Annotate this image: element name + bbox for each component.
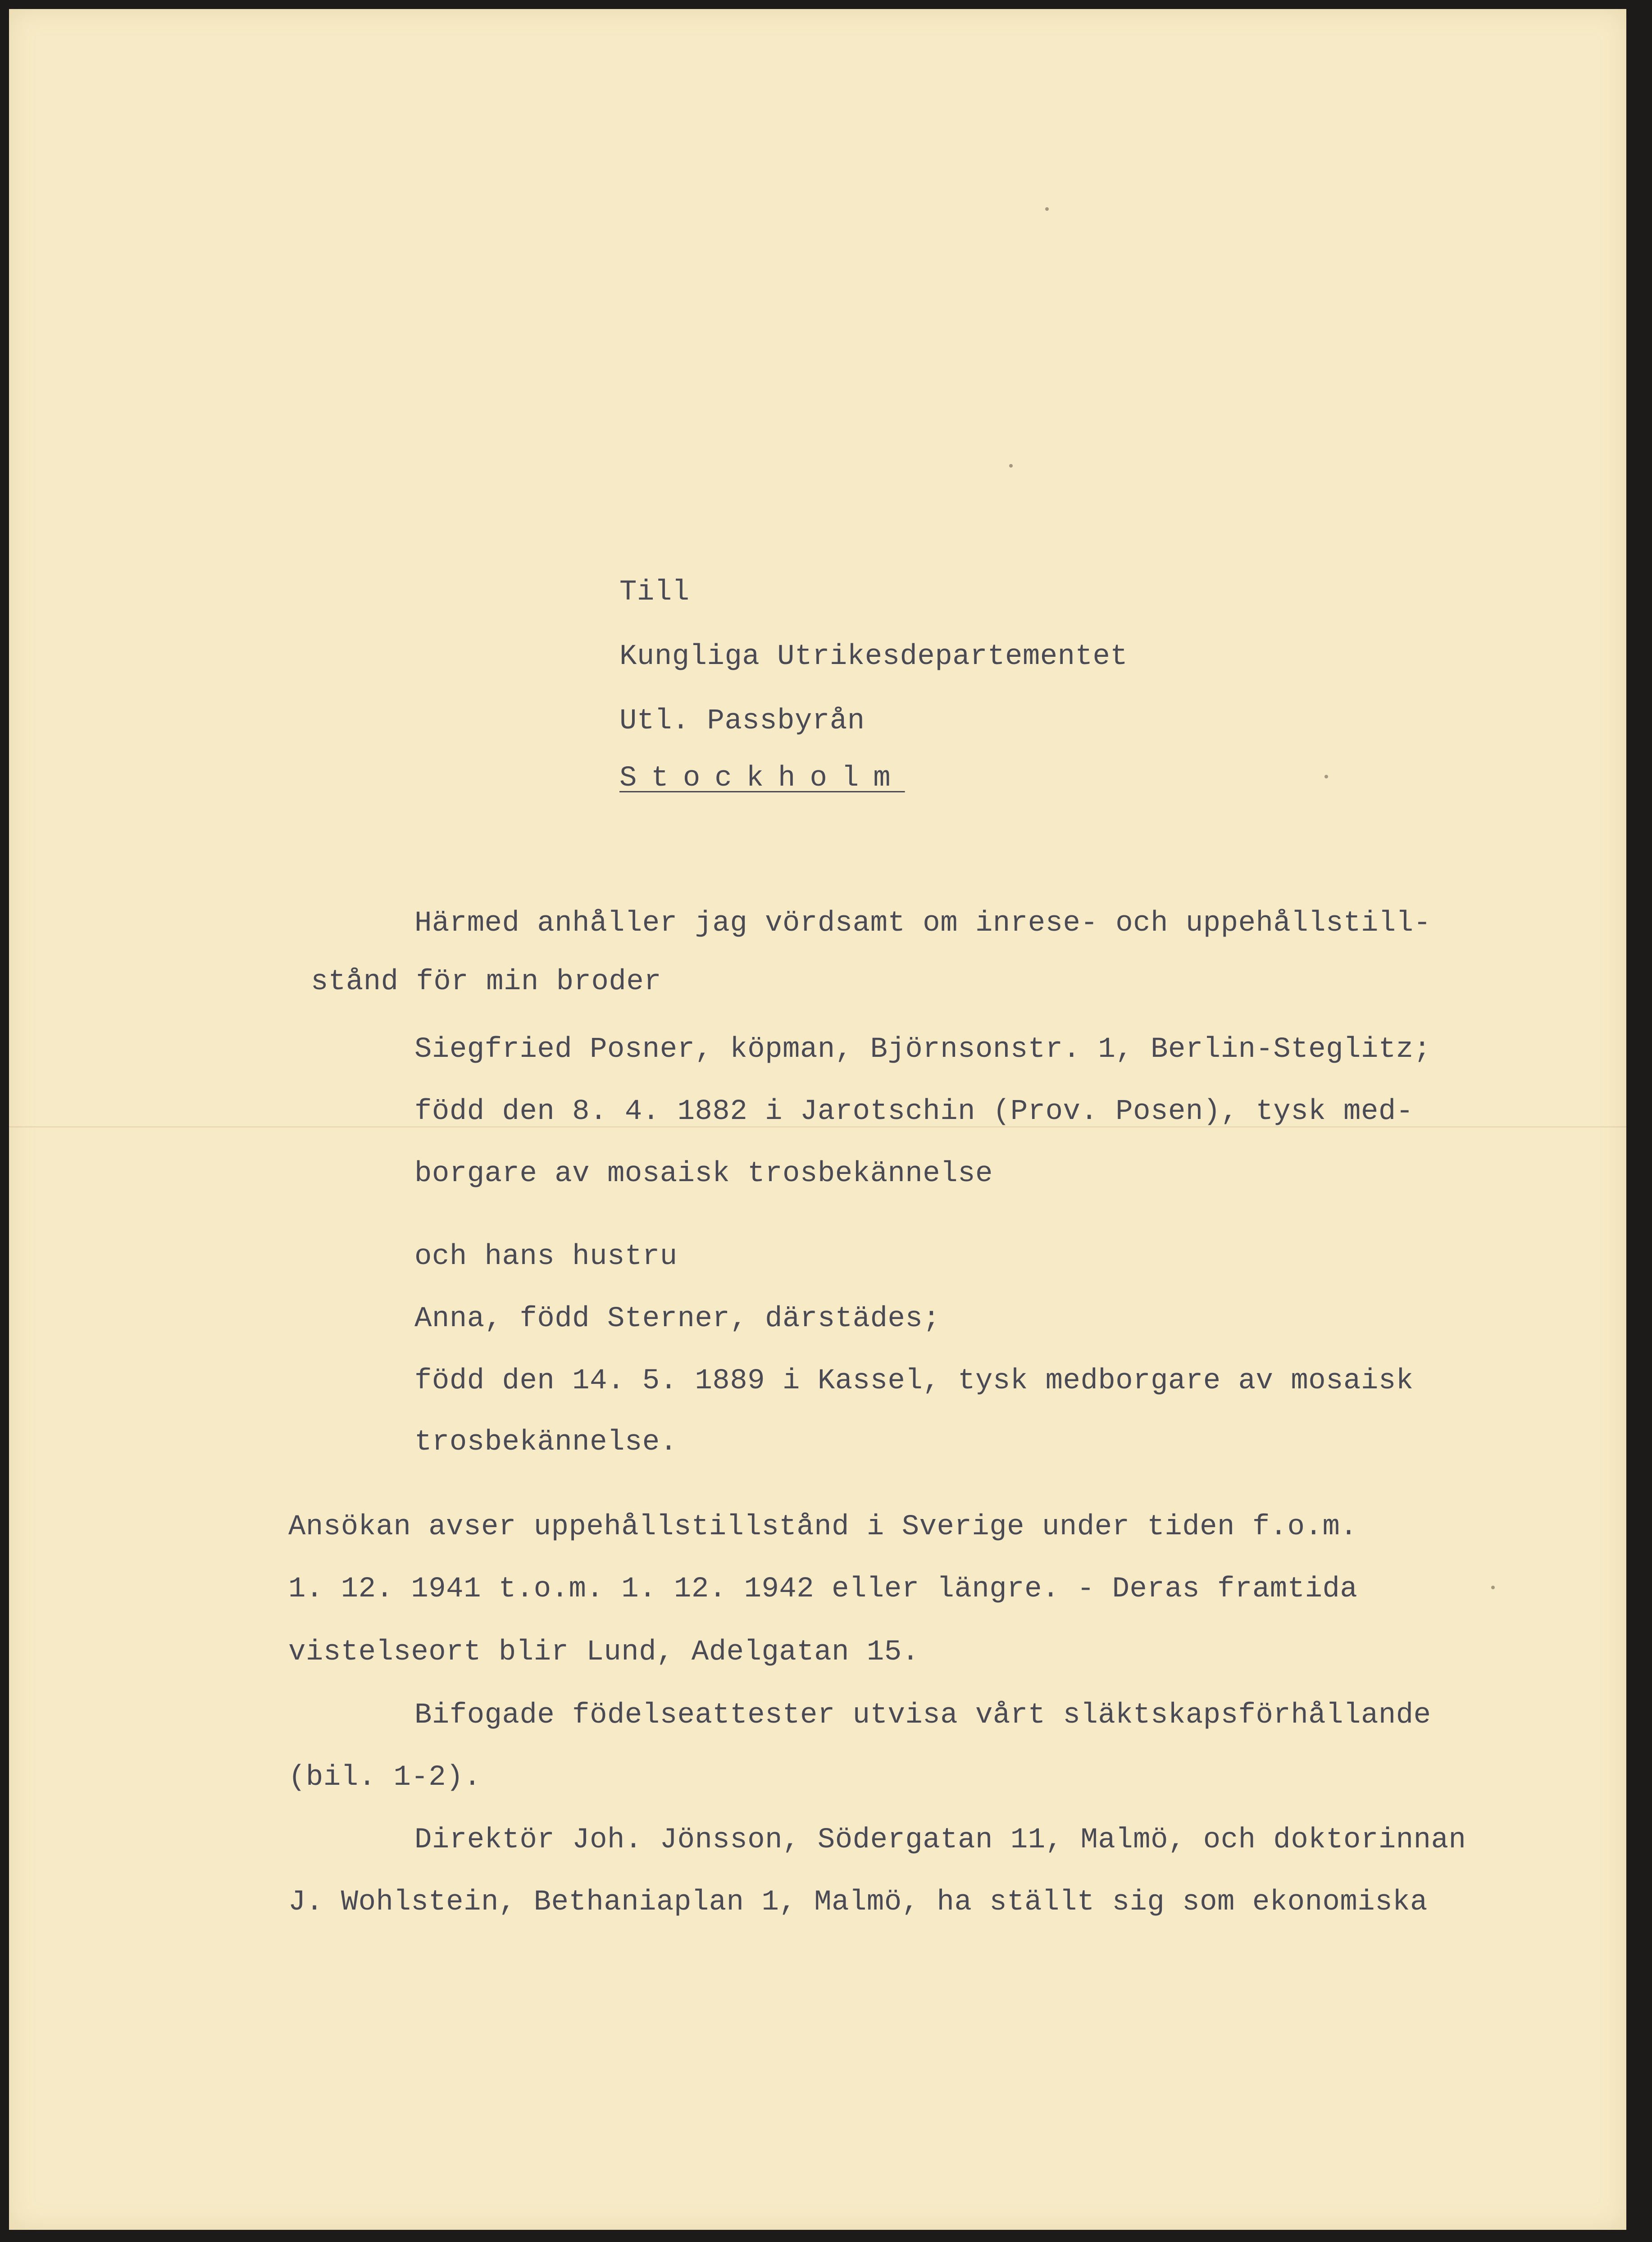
paper-speck [1324,775,1328,778]
paper-speck [1045,207,1049,211]
wife-intro: och hans hustru [414,1241,678,1273]
paragraph-3-line-1: Bifogade födelseattester utvisa vårt släktskapsförhållande [414,1699,1431,1732]
address-bureau: Utl. Passbyrån [619,705,865,737]
brother-line-1: Siegfried Posner, köpman, Björnsonstr. 1, Berlin-Steglitz; [414,1033,1431,1066]
paper-speck [1009,464,1013,468]
paragraph-2-line-2: 1. 12. 1941 t.o.m. 1. 12. 1942 eller längre. - Deras framtida [288,1573,1358,1605]
wife-line-3: trosbekännelse. [414,1426,678,1459]
brother-line-2: född den 8. 4. 1882 i Jarotschin (Prov. Posen), tysk med- [414,1096,1414,1128]
address-department: Kungliga Utrikesdepartementet [619,641,1128,673]
wife-line-2: född den 14. 5. 1889 i Kassel, tysk medborgare av mosaisk [414,1365,1414,1397]
paragraph-4-line-2: J. Wohlstein, Bethaniaplan 1, Malmö, ha ställt sig som ekonomiska [288,1886,1428,1919]
brother-line-3: borgare av mosaisk trosbekännelse [414,1158,993,1190]
paper-speck [1491,1586,1495,1589]
paragraph-4-line-1: Direktör Joh. Jönsson, Södergatan 11, Malmö, och doktorinnan [414,1824,1466,1856]
document-page [9,9,1626,2230]
paragraph-2-line-3: vistelseort blir Lund, Adelgatan 15. [288,1636,919,1669]
paragraph-1-line-2: stånd för min broder [311,966,662,998]
paragraph-3-line-2: (bil. 1-2). [288,1761,481,1794]
paragraph-1-line-1: Härmed anhåller jag vördsamt om inrese- och uppehållstill- [414,907,1431,940]
wife-line-1: Anna, född Sterner, därstädes; [414,1303,941,1335]
address-city: Stockholm [619,762,905,795]
address-till: Till [619,576,690,609]
paragraph-2-line-1: Ansökan avser uppehållstillstånd i Sverige under tiden f.o.m. [288,1511,1358,1543]
